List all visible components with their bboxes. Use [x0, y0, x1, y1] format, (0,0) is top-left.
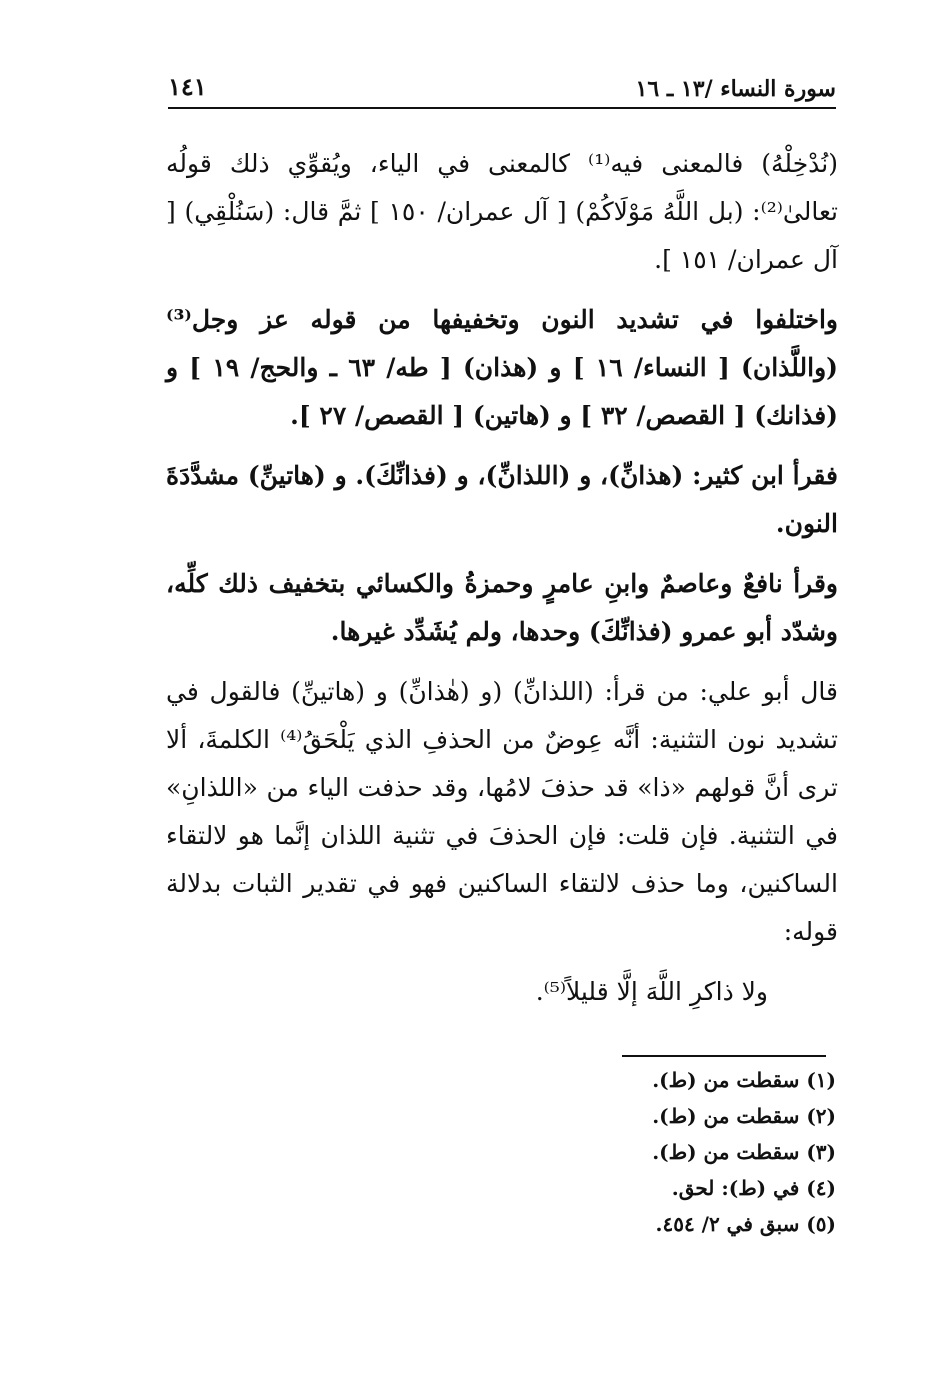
- page-number: ١٤١: [168, 72, 207, 101]
- footnote-3: (٣) سقطت من (ط).: [652, 1140, 836, 1164]
- footnote-1: (١) سقطت من (ط).: [652, 1068, 836, 1092]
- page-header: [168, 66, 836, 110]
- paragraph-1: (نُدْخِلْهُ) فالمعنى فيه⁽¹⁾ كالمعنى في الياء، ويُقوِّي ذلك قولُه تعالىٰ⁽²⁾: (بل اللَّهُ مَوْلَاكُمْ) [ آل عمران/ ١٥٠ ] ثمَّ قال: (سَنُلْقِي) [ آل عمران/ ١٥١ ].: [166, 149, 838, 274]
- footnote-2: (٢) سقطت من (ط).: [652, 1104, 836, 1128]
- footnote-4: (٤) في (ط): لحق.: [671, 1176, 836, 1200]
- paragraph-3: فقرأ ابن كثير: (هذانِّ)، و (اللذانِّ)، و (فذانِّكَ). و (هاتينِّ) مشدَّدَةَ النون.: [166, 461, 838, 538]
- footnotes: [400, 1062, 836, 1242]
- running-title: سورة النساء /١٣ ـ ١٦: [635, 76, 836, 102]
- verse-line: ولا ذاكرِ اللَّهَ إلَّا قليلاً⁽⁵⁾.: [535, 977, 768, 1006]
- paragraph-5: قال أبو علي: من قرأ: (اللذانِّ) (و (هٰذانِّ) و (هاتينِّ) فالقول في تشديد نون التثنية: أنَّه عِوضٌ من الحذفِ الذي يَلْحَقُ⁽⁴⁾ الكلمةَ، ألا ترى أنَّ قولهم «ذا» قد حذفَ لامُها، وقد حذفت الياء من «اللذانِ» في التثنية. فإن قلت: فإن الحذفَ في تثنية اللذان إنَّما هو لالتقاء الساكنين، وما حذف لالتقاء الساكنين فهو في تقدير الثبات بدلالة قوله:: [166, 677, 838, 946]
- paragraph-4: وقرأ نافعٌ وعاصمٌ وابنِ عامرٍ وحمزةُ والكسائي بتخفيف ذلك كلِّه، وشدّد أبو عمرو (فذانِّكَ) وحدها، ولم يُشَدِّد غيرها.: [166, 569, 838, 646]
- paragraph-2: واختلفوا في تشديد النون وتخفيفها من قوله عز وجل⁽³⁾ (واللَّذان) [ النساء/ ١٦ ] و (هذان) [ طه/ ٦٣ ـ والحج/ ١٩ ] و (فذانك) [ القصص/ ٣٢ ] و (هاتين) [ القصص/ ٢٧ ].: [166, 305, 838, 430]
- header-divider: [168, 107, 836, 109]
- main-text: [166, 140, 838, 1016]
- footnote-divider: [622, 1055, 826, 1057]
- footnote-5: (٥) سبق في ٢/ ٤٥٤.: [655, 1212, 836, 1236]
